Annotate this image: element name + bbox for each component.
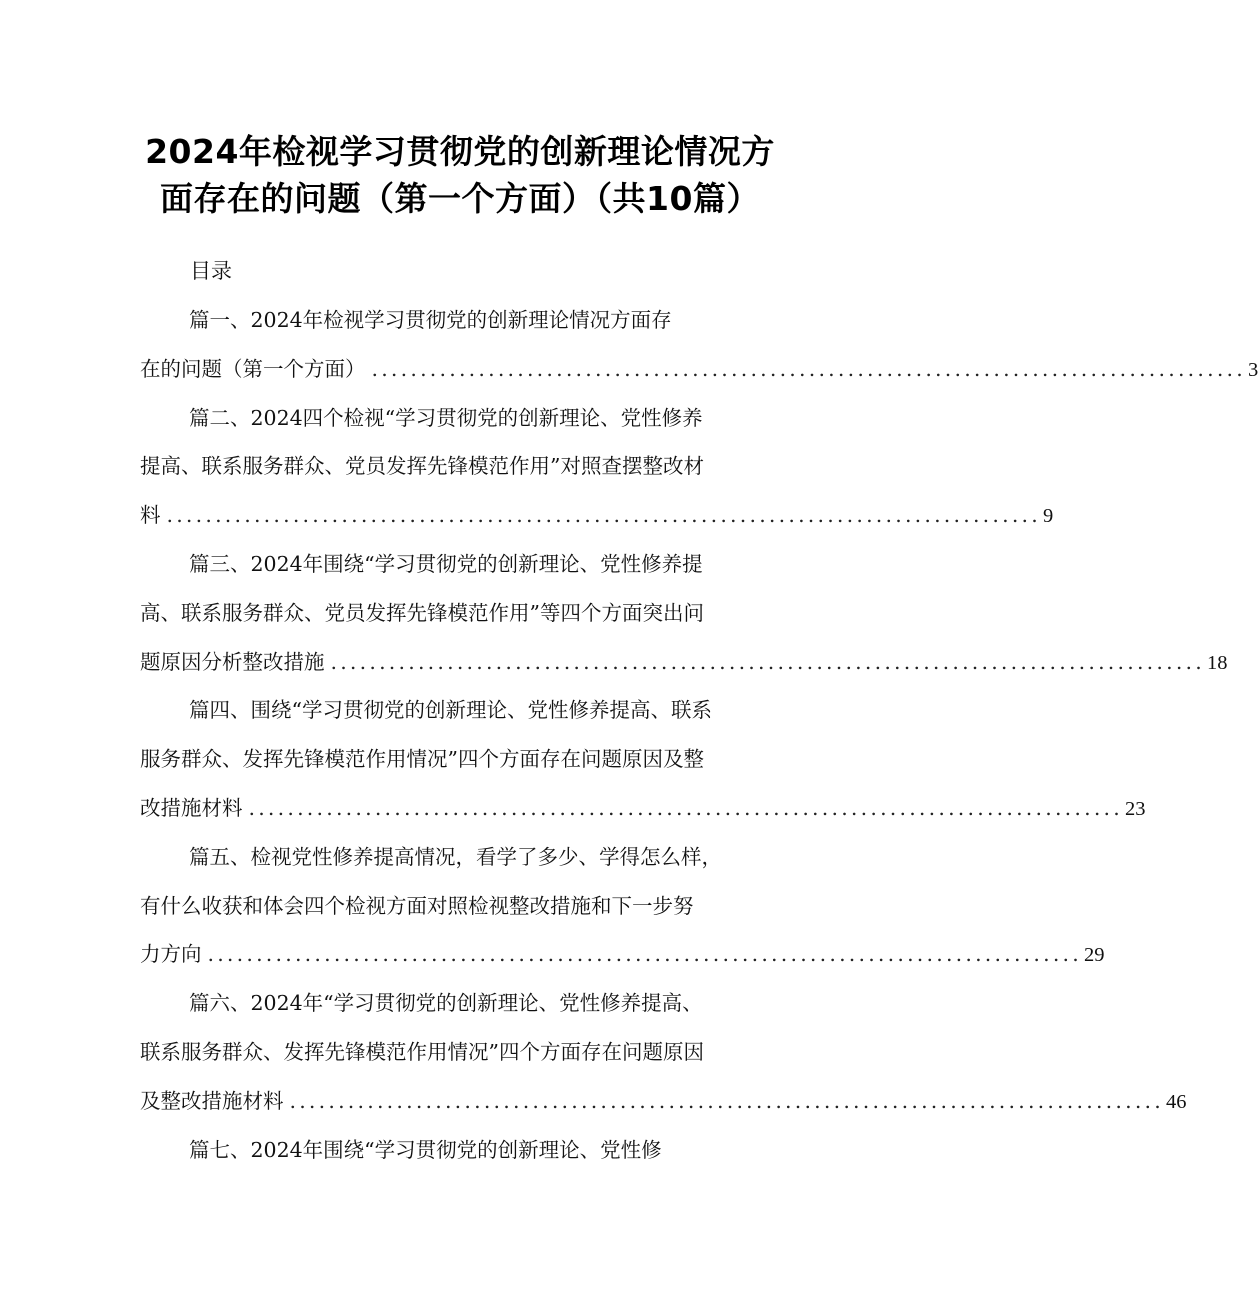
toc-entry-2-line-2: 提高、联系服务群众、党员发挥先锋模范作用”对照查摆整改材 — [140, 454, 704, 479]
title-line-1: 2024年检视学习贯彻党的创新理论情况方 — [145, 132, 775, 171]
toc-entry-5-line-3-text: 力方向 — [140, 942, 202, 967]
toc-entry-3-line-2: 高、联系服务群众、党员发挥先锋模范作用”等四个方面突出问 — [140, 600, 704, 625]
title-line-2: 面存在的问题（第一个方面）（共10篇） — [160, 179, 760, 218]
toc-entry-6[interactable] — [140, 979, 1187, 1125]
toc-entry-6-line-3-text: 及整改措施材料 — [140, 1088, 284, 1113]
toc-entry-2-line-3-text: 料 — [140, 503, 161, 528]
toc-entry-3-line-1: 篇三、2024年围绕“学习贯彻党的创新理论、党性修养提 — [189, 551, 703, 576]
toc-entry-4[interactable] — [140, 686, 1146, 832]
table-of-contents — [140, 296, 1258, 1174]
toc-entry-1-page-number: 3 — [1247, 358, 1258, 381]
toc-entry-2-line-3 — [140, 491, 1054, 540]
toc-entry-1-line-2 — [140, 345, 1258, 394]
toc-entry-5-line-3 — [140, 930, 1105, 979]
toc-heading: 目录 — [190, 259, 232, 283]
toc-entry-2-line-1: 篇二、2024四个检视“学习贯彻党的创新理论、党性修养 — [189, 405, 703, 430]
toc-entry-1[interactable] — [140, 296, 1258, 394]
toc-entry-3[interactable] — [140, 540, 1228, 686]
toc-entry-4-line-3-text: 改措施材料 — [140, 795, 243, 820]
toc-entry-7-line-1: 篇七、2024年围绕“学习贯彻党的创新理论、党性修 — [189, 1137, 662, 1162]
toc-entry-4-leader: .......................................................................................... — [248, 795, 1123, 820]
toc-entry-6-line-1: 篇六、2024年“学习贯彻党的创新理论、党性修养提高、 — [189, 991, 703, 1016]
toc-entry-4-line-3 — [140, 784, 1146, 833]
toc-entry-6-line-3 — [140, 1077, 1187, 1126]
toc-entry-3-line-3-text: 题原因分析整改措施 — [140, 649, 325, 674]
toc-entry-1-line-2-text: 在的问题（第一个方面） — [140, 356, 366, 381]
toc-entry-6-page-number: 46 — [1165, 1090, 1187, 1113]
toc-entry-3-line-3 — [140, 638, 1228, 687]
toc-entry-5-page-number: 29 — [1083, 944, 1105, 967]
toc-entry-4-line-1: 篇四、围绕“学习贯彻党的创新理论、党性修养提高、联系 — [189, 698, 712, 723]
toc-entry-4-page-number: 23 — [1124, 797, 1146, 820]
toc-entry-3-page-number: 18 — [1206, 651, 1228, 674]
toc-entry-1-leader: .......................................................................................... — [371, 356, 1246, 381]
toc-entry-3-leader: .......................................................................................... — [330, 649, 1205, 674]
toc-entry-2-leader: .......................................................................................... — [166, 503, 1041, 528]
toc-entry-5-leader: .......................................................................................... — [207, 942, 1082, 967]
toc-entry-6-leader: .......................................................................................... — [289, 1088, 1164, 1113]
toc-entry-6-line-2: 联系服务群众、发挥先锋模范作用情况”四个方面存在问题原因 — [140, 1039, 704, 1064]
toc-entry-1-line-1: 篇一、2024年检视学习贯彻党的创新理论情况方面存 — [189, 308, 672, 332]
document-title — [0, 128, 920, 222]
toc-entry-4-line-2: 服务群众、发挥先锋模范作用情况”四个方面存在问题原因及整 — [140, 747, 704, 772]
toc-entry-2[interactable] — [140, 394, 1054, 540]
toc-entry-5-line-1: 篇五、检视党性修养提高情况，看学了多少、学得怎么样， — [189, 844, 722, 869]
toc-entry-2-page-number: 9 — [1042, 505, 1054, 528]
toc-entry-5[interactable] — [140, 833, 1105, 979]
toc-entry-5-line-2: 有什么收获和体会四个检视方面对照检视整改措施和下一步努 — [140, 893, 694, 918]
toc-entry-7[interactable] — [140, 1126, 780, 1175]
